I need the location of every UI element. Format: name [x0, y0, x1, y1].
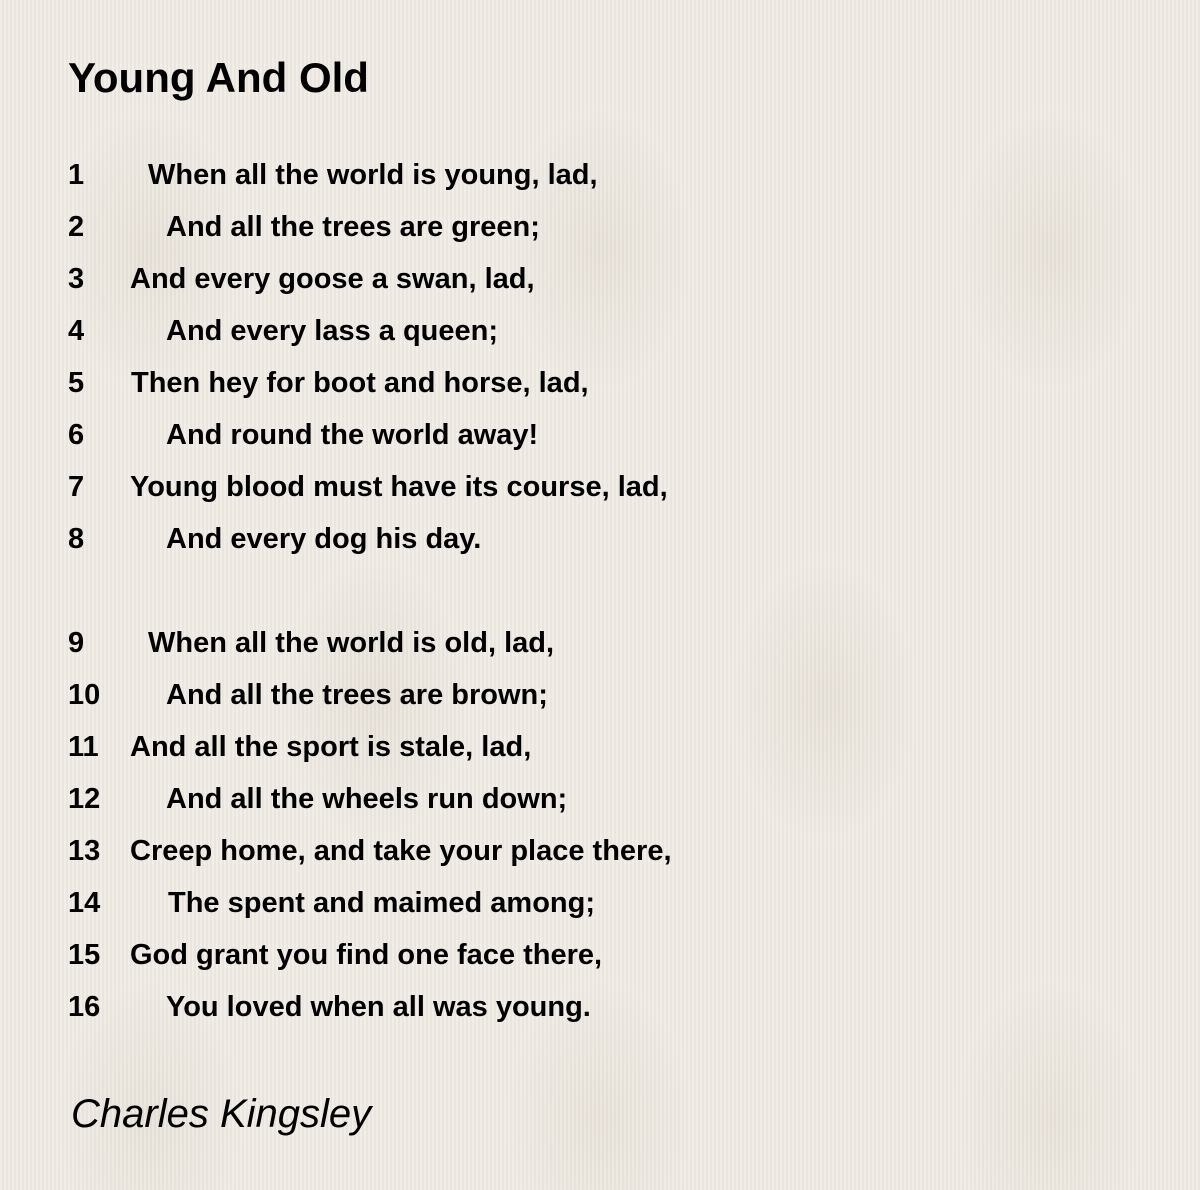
line-number: 2: [68, 211, 85, 243]
line-number: 16: [68, 991, 101, 1023]
line-number: 7: [68, 471, 85, 503]
line-text: God grant you find one face there,: [130, 939, 603, 971]
line-number: 15: [68, 939, 101, 971]
line-text: And round the world away!: [166, 419, 539, 451]
line-number: 8: [68, 523, 85, 555]
line-number: 13: [68, 835, 101, 867]
line-text: Then hey for boot and horse, lad,: [131, 367, 589, 399]
line-text: And every lass a queen;: [166, 315, 499, 347]
line-number: 11: [68, 731, 99, 763]
line-text: Creep home, and take your place there,: [130, 835, 672, 867]
line-text: When all the world is old, lad,: [148, 627, 555, 659]
line-number: 3: [68, 263, 85, 295]
line-text: And all the sport is stale, lad,: [130, 731, 532, 763]
line-text: And all the wheels run down;: [166, 783, 568, 815]
line-text: And every dog his day.: [166, 523, 482, 555]
line-text: Young blood must have its course, lad,: [130, 471, 668, 503]
line-text: And all the trees are green;: [166, 211, 540, 243]
poem-author: Charles Kingsley: [71, 1092, 372, 1136]
line-text: The spent and maimed among;: [168, 887, 595, 919]
line-text: And every goose a swan, lad,: [130, 263, 535, 295]
line-number: 14: [68, 887, 101, 919]
line-number: 1: [68, 159, 85, 191]
line-number: 4: [68, 315, 85, 347]
line-number: 9: [68, 627, 85, 659]
line-text: And all the trees are brown;: [166, 679, 548, 711]
line-text: You loved when all was young.: [166, 991, 591, 1023]
poem-title: Young And Old: [68, 54, 369, 101]
line-number: 6: [68, 419, 85, 451]
line-number: 10: [68, 679, 101, 711]
line-number: 5: [68, 367, 85, 399]
line-text: When all the world is young, lad,: [148, 159, 598, 191]
line-number: 12: [68, 783, 101, 815]
